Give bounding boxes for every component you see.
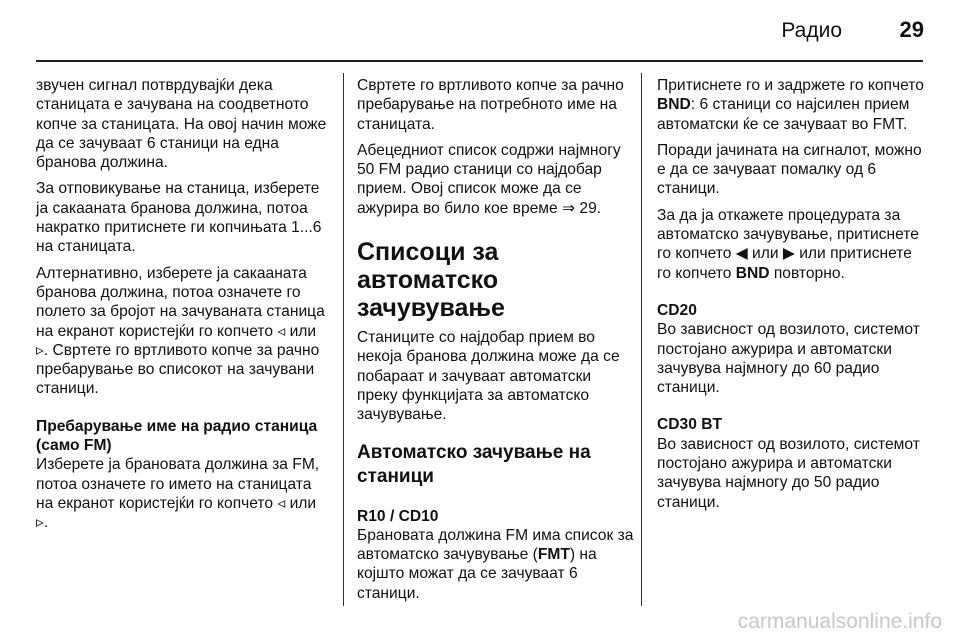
page-number: 29 bbox=[899, 17, 924, 42]
bnd-label: BND bbox=[657, 96, 691, 114]
paragraph: За отповикување на станица, изберете ја сакааната бранова должина, потоа накратко притиснете ги копчињата 1...6 на станицата. bbox=[36, 180, 322, 256]
column-2 bbox=[357, 76, 635, 610]
paragraph: Алтернативно, изберете ја сакааната бранова должина, потоа означете го полето за бројот на зачуваната станица на екранот користејќи го копчето ◃ или ▹. Свртете го вртливото копче за рачно пребарување во списокот на зачувани станици. bbox=[36, 264, 325, 398]
column-1 bbox=[36, 76, 328, 540]
header-rule bbox=[36, 60, 923, 62]
text-run: За да ја откажете процедурата за автоматско зачувување, притиснете го копчето ◀ или ▶ или притиснете го копчето bbox=[657, 206, 919, 282]
text-run: Притиснете го и задржете го копчето bbox=[657, 77, 924, 94]
bnd-label: BND bbox=[735, 264, 770, 282]
paragraph bbox=[657, 76, 929, 134]
paragraph bbox=[657, 206, 929, 283]
text-run: повторно. bbox=[769, 264, 845, 282]
paragraph: Абецедниот список содржи најмногу 50 FM радио станици со најдобар прием. Овој список може да се ажурира во било кое време ⇒ 29. bbox=[357, 141, 621, 217]
text-run: Брановата должина FM има список за автоматско зачувување ( bbox=[357, 526, 634, 564]
paragraph: Поради јачината на сигналот, можно е да се зачуваат помалку од 6 станици. bbox=[657, 141, 922, 198]
text-run: ) на којшто можат да се зачуваат 6 станици. bbox=[357, 546, 597, 602]
paragraph: Во зависност од возилото, системот постојано ажурира и автоматски зачувува најмногу до 60 радио станици. bbox=[657, 321, 920, 397]
paragraph: Станиците со најдобар прием во некоја бранова должина може да се побараат и зачуваат автоматски преку функцијата за автоматско зачувување. bbox=[357, 329, 620, 424]
heading-autostore-lists: Списоци за автоматско зачувување bbox=[357, 238, 505, 323]
column-divider bbox=[641, 73, 642, 606]
paragraph: Изберете ја брановата должина за FM, потоа означете го името на станицата на екранот користејќи го копчето ◃ или ▹. bbox=[36, 456, 320, 532]
fmt-label: FMT bbox=[537, 546, 570, 564]
heading-autostore-stations: Автоматско зачување на станици bbox=[357, 441, 591, 487]
subheading-cd20: CD20 bbox=[657, 301, 697, 319]
subheading-r10-cd10: R10 / CD10 bbox=[357, 507, 439, 525]
section-title: Радио bbox=[781, 19, 842, 42]
paragraph: звучен сигнал потврдувајќи дека станицата е зачувана на соодветното копче за станицата. На овој начин може да се зачуваат 6 станици на една бранова должина. bbox=[36, 77, 327, 172]
paragraph: Свртете го вртливото копче за рачно пребарување на потребното име на станицата. bbox=[357, 77, 624, 133]
paragraph bbox=[357, 526, 635, 603]
text-run: : 6 станици со најсилен прием автоматски ќе се зачуваат во FMT. bbox=[657, 96, 910, 133]
subheading-rename-search: Пребарување име на радио станица (само FM) bbox=[36, 417, 318, 455]
paragraph: Во зависност од возилото, системот постојано ажурира и автоматски зачувува најмногу до 50 радио станици. bbox=[657, 435, 920, 511]
watermark: carmanualsonline.info bbox=[737, 610, 942, 633]
column-divider bbox=[343, 73, 344, 606]
page-header bbox=[0, 0, 960, 60]
column-3 bbox=[657, 76, 929, 519]
subheading-cd30-bt: CD30 BT bbox=[657, 416, 722, 434]
